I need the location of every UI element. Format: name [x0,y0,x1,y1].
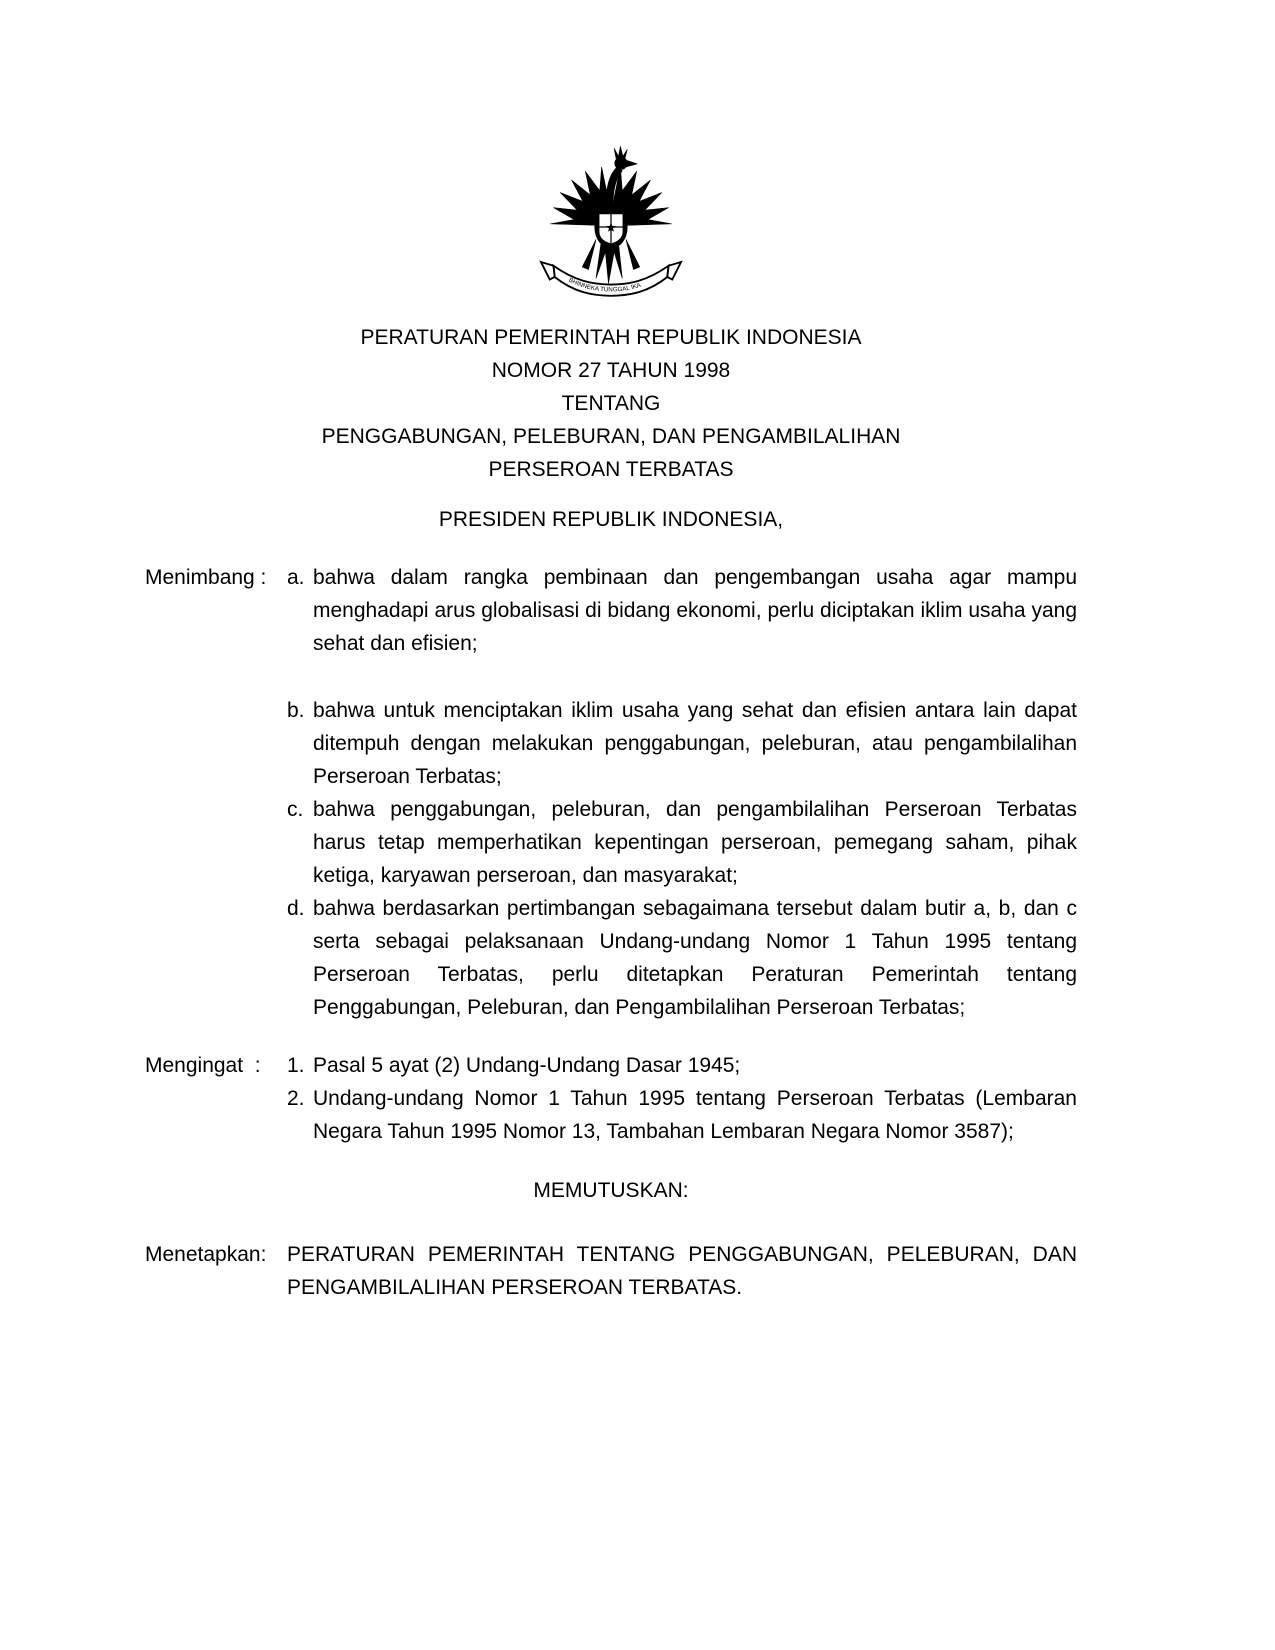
mengingat-item-1 [287,1049,1077,1082]
title-line-1: PERATURAN PEMERINTAH REPUBLIK INDONESIA [360,326,862,349]
menetapkan-section [145,1238,1077,1304]
garuda-tail [596,243,622,283]
item-text: bahwa berdasarkan pertimbangan sebagaimana tersebut dalam butir a, b, dan c serta sebagai pelaksanaan Undang-undang Nomor 1 Tahun 1995 tentang Perseroan Terbatas, perlu ditetapkan Peraturan Pemerintah tentang Penggabungan, Peleburan, dan Pengambilalihan Perseroan Terbatas; [313,897,1077,1019]
memutuskan-heading: MEMUTUSKAN: [533,1179,689,1202]
mengingat-item-2 [287,1082,1077,1148]
emblem-wrap [145,138,1077,311]
item-text: Pasal 5 ayat (2) Undang-Undang Dasar 1945; [313,1054,741,1077]
item-marker: a. [287,566,305,589]
item-text: bahwa penggabungan, peleburan, dan pengambilalihan Perseroan Terbatas harus tetap memperhatikan kepentingan perseroan, pemegang saham, pihak ketiga, karyawan perseroan, dan masyarakat; [313,798,1077,887]
menimbang-item-d [287,892,1077,1024]
menimbang-section [145,561,1077,1024]
title-line-4: PENGGABUNGAN, PELEBURAN, DAN PENGAMBILALIHAN [321,425,901,448]
menetapkan-items [287,1238,1077,1304]
mengingat-items [287,1049,1077,1148]
mengingat-label: Mengingat : [145,1054,267,1077]
garuda-beak [626,160,637,167]
item-text: bahwa dalam rangka pembinaan dan pengembangan usaha agar mampu menghadapi arus globalisasi di bidang ekonomi, perlu diciptakan iklim usaha yang sehat dan efisien; [313,566,1077,655]
menimbang-item-b [287,694,1077,793]
menimbang-item-a [287,561,1077,660]
president-line: PRESIDEN REPUBLIK INDONESIA, [438,508,784,531]
menimbang-items [287,561,1077,1024]
garuda-left-leg [582,240,596,270]
garuda-pancasila-emblem [536,138,686,301]
item-marker: c. [287,798,304,821]
item-marker: 1. [287,1054,305,1077]
menimbang-label: Menimbang : [145,566,273,589]
title-line-2: NOMOR 27 TAHUN 1998 [491,359,731,382]
emblem-motto: BHINNEKA TUNGGAL IKA [567,276,642,294]
garuda-right-leg [626,240,640,270]
menetapkan-text: PERATURAN PEMERINTAH TENTANG PENGGABUNGAN, PELEBURAN, DAN PENGAMBILALIHAN PERSEROAN TERBATAS. [287,1243,1077,1299]
title-line-3: TENTANG [561,392,661,415]
menetapkan-label: Menetapkan: [145,1243,273,1266]
item-marker: b. [287,699,305,722]
title-block [145,321,1077,486]
mengingat-section [145,1049,1077,1148]
garuda-crest [614,146,627,159]
garuda-shield [599,213,624,244]
item-text: bahwa untuk menciptakan iklim usaha yang sehat dan efisien antara lain dapat ditempuh dengan melakukan penggabungan, peleburan, atau pengambilalihan Perseroan Terbatas; [313,699,1077,788]
item-marker: d. [287,897,305,920]
item-text: Undang-undang Nomor 1 Tahun 1995 tentang Perseroan Terbatas (Lembaran Negara Tahun 1995 Nomor 13, Tambahan Lembaran Negara Nomor 3587); [313,1087,1077,1143]
title-line-5: PERSEROAN TERBATAS [488,458,734,481]
item-marker: 2. [287,1087,305,1110]
menimbang-item-c [287,793,1077,892]
